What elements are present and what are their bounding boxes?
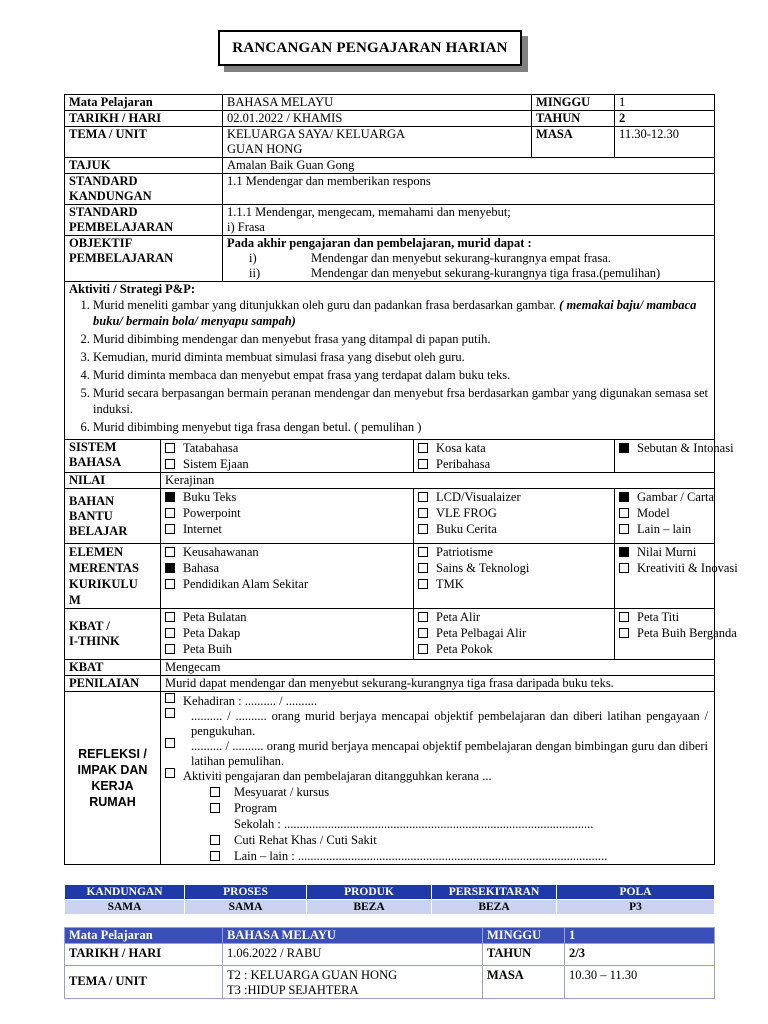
kbat-col-1 — [161, 609, 414, 660]
checkbox-label: Kosa kata — [436, 441, 486, 455]
checkbox-item[interactable] — [418, 560, 610, 576]
pola-header-cell: KANDUNGAN — [65, 885, 185, 900]
row-elemen-merentas — [65, 544, 715, 609]
label-mata-pelajaran: Mata Pelajaran — [65, 95, 223, 111]
label-tajuk: TAJUK — [65, 158, 223, 174]
aktiviti-label: Aktiviti / Strategi P&P: — [69, 282, 196, 296]
checkbox-item[interactable] — [418, 625, 610, 641]
sistem-col-1 — [161, 440, 414, 473]
checkbox-item[interactable] — [165, 560, 409, 576]
value-penilaian: Murid dapat mendengar dan menyebut sekurang-kurangnya tiga frasa daripada buku teks. — [161, 676, 715, 692]
checked-checkbox-icon — [619, 443, 629, 453]
kbat-col-2 — [414, 609, 615, 660]
checkbox-label: Peta Pokok — [436, 642, 493, 656]
checkbox-label: Peta Bulatan — [183, 610, 247, 624]
pola-value-cell: BEZA — [432, 900, 557, 915]
row-tarikh — [65, 111, 715, 127]
checkbox-item[interactable] — [165, 440, 409, 456]
refleksi-sub-continuation: Sekolah : ................................................................................................... — [234, 817, 594, 831]
label-bahan-bantu — [65, 489, 161, 544]
value-tahun: 2 — [615, 111, 715, 127]
refleksi-sub-item[interactable] — [165, 800, 708, 816]
value2-minggu: 1 — [565, 928, 715, 944]
tema2-line-2: T3 :HIDUP SEJAHTERA — [227, 983, 359, 997]
checkbox-icon — [210, 851, 220, 861]
refleksi-label-line-3: KERJA — [91, 779, 134, 793]
sistem-label-line-2: BAHASA — [69, 455, 122, 469]
checkbox-label: Peta Alir — [436, 610, 481, 624]
checkbox-label: Buku Teks — [183, 490, 237, 504]
label2-mata-pelajaran: Mata Pelajaran — [65, 928, 223, 944]
pola-value-cell: SAMA — [185, 900, 307, 915]
checkbox-icon — [418, 508, 428, 518]
checkbox-item[interactable] — [165, 505, 409, 521]
kbat-label-line-1: KBAT / — [69, 619, 110, 633]
bbb-label-line-1: BAHAN — [69, 493, 115, 508]
checkbox-item[interactable] — [418, 576, 610, 592]
emk-col-2 — [414, 544, 615, 609]
checkbox-label: Sebutan & Intonasi — [637, 441, 734, 455]
checkbox-item[interactable] — [165, 521, 409, 537]
row-standard-kandungan — [65, 174, 715, 205]
value2-mata-pelajaran: BAHASA MELAYU — [223, 928, 483, 944]
row-mata-pelajaran — [65, 95, 715, 111]
label2-tahun: TAHUN — [483, 944, 565, 966]
checkbox-label: Patriotisme — [436, 545, 493, 559]
row2-mata-pelajaran — [65, 928, 715, 944]
refleksi-text: .......... / .......... orang murid berjaya mencapai objektif pembelajaran dan diberi latihan pengayaan / pengukuhan. — [191, 709, 709, 738]
checkbox-label: TMK — [436, 577, 464, 591]
refleksi-item[interactable] — [165, 709, 708, 739]
checkbox-item[interactable] — [619, 489, 715, 505]
checkbox-icon — [418, 563, 428, 573]
checkbox-label: Lain – lain — [637, 522, 692, 536]
label2-masa: MASA — [483, 966, 565, 999]
checkbox-icon — [210, 835, 220, 845]
refleksi-sub-text: Cuti Rehat Khas / Cuti Sakit — [234, 833, 377, 847]
checkbox-label: Tatabahasa — [183, 441, 239, 455]
label-standard-pembelajaran — [65, 205, 223, 236]
checkbox-label: Gambar / Carta — [637, 490, 715, 504]
checkbox-item[interactable] — [418, 489, 610, 505]
aktiviti-item: 5. Murid secara berpasangan bermain peranan mendengar dan menyebut frsa berdasarkan gambar yang digunakan semasa set induksi. — [93, 385, 710, 417]
value-nilai: Kerajinan — [161, 473, 715, 489]
checkbox-label: Internet — [183, 522, 222, 536]
checkbox-label: LCD/Visualaizer — [436, 490, 521, 504]
emk-col-3 — [615, 544, 738, 609]
objektif-intro: Pada akhir pengajaran dan pembelajaran, murid dapat : — [227, 236, 532, 250]
emk-label-line-2: MERENTAS — [69, 561, 139, 575]
row2-tema — [65, 966, 715, 999]
checkbox-icon — [210, 787, 220, 797]
checkbox-icon — [165, 459, 175, 469]
row-penilaian — [65, 676, 715, 692]
objektif-item-number: ii) — [249, 266, 261, 280]
label-nilai: NILAI — [65, 473, 161, 489]
objektif-item-text: Mendengar dan menyebut sekurang-kurangnya tiga frasa.(pemulihan) — [311, 266, 661, 280]
emk-label-line-4: M — [69, 593, 81, 607]
checkbox-item[interactable] — [619, 544, 710, 560]
checkbox-icon — [619, 612, 629, 622]
sp-line-1: 1.1.1 Mendengar, mengecam, memahami dan menyebut; — [227, 205, 511, 219]
row-bahan-bantu — [65, 489, 715, 544]
row-tema — [65, 127, 715, 158]
checkbox-item[interactable] — [619, 625, 737, 641]
refleksi-item[interactable] — [165, 694, 708, 709]
refleksi-sub-text: Mesyuarat / kursus — [234, 785, 330, 799]
page-title: RANCANGAN PENGAJARAN HARIAN — [218, 30, 522, 66]
checkbox-item[interactable] — [418, 521, 610, 537]
checkbox-icon — [619, 524, 629, 534]
value-tarikh: 02.01.2022 / KHAMIS — [223, 111, 532, 127]
checkbox-icon — [165, 579, 175, 589]
checkbox-label: Buku Cerita — [436, 522, 497, 536]
aktiviti-item: 6. Murid dibimbing menyebut tiga frasa dengan betul. ( pemulihan ) — [93, 419, 710, 435]
value-kbat: Mengecam — [161, 660, 715, 676]
value-minggu: 1 — [615, 95, 715, 111]
checkbox-item[interactable] — [418, 440, 610, 456]
checkbox-icon — [165, 508, 175, 518]
checked-checkbox-icon — [619, 547, 629, 557]
checkbox-item[interactable] — [619, 505, 710, 521]
label2-tema: TEMA / UNIT — [65, 966, 223, 999]
sk-label-line-1: STANDARD — [69, 174, 138, 188]
checkbox-item[interactable] — [418, 609, 610, 625]
value-tema — [223, 127, 532, 158]
pola-header-cell: PROSES — [185, 885, 307, 900]
checkbox-label: Bahasa — [183, 561, 220, 575]
row-standard-pembelajaran — [65, 205, 715, 236]
refleksi-text: Kehadiran : .......... / .......... — [183, 694, 318, 708]
label-kbat: KBAT — [65, 660, 161, 676]
checkbox-item[interactable] — [165, 576, 409, 592]
bbb-col-2 — [414, 489, 615, 544]
label-tarikh: TARIKH / HARI — [65, 111, 223, 127]
emk-col-1 — [161, 544, 414, 609]
checked-checkbox-icon — [619, 492, 629, 502]
label-tema: TEMA / UNIT — [65, 127, 223, 158]
objektif-item — [227, 251, 710, 266]
checkbox-item[interactable] — [165, 544, 409, 560]
sistem-col-3 — [615, 440, 734, 473]
refleksi-sub-text: Program — [234, 801, 278, 815]
checkbox-label: Pendidikan Alam Sekitar — [183, 577, 308, 591]
checkbox-label: Peta Titi — [637, 610, 680, 624]
kbat-label-line-2: I-THINK — [69, 634, 120, 648]
label-objektif — [65, 236, 223, 282]
label-standard-kandungan — [65, 174, 223, 205]
row-aktiviti — [65, 282, 715, 440]
refleksi-item[interactable] — [165, 739, 708, 769]
label2-tarikh: TARIKH / HARI — [65, 944, 223, 966]
refleksi-sub-text: Lain – lain : ................................................................................................... — [234, 849, 608, 863]
checkbox-label: VLE FROG — [436, 506, 497, 520]
pola-value-cell: P3 — [557, 900, 715, 915]
value-refleksi — [161, 692, 715, 865]
checkbox-item[interactable] — [619, 560, 738, 576]
value-masa: 11.30-12.30 — [615, 127, 715, 158]
obj-label-line-2: PEMBELAJARAN — [69, 251, 174, 265]
objektif-item-number: i) — [249, 251, 257, 265]
value2-masa: 10.30 – 11.30 — [565, 966, 715, 999]
checkbox-label: Peribahasa — [436, 457, 491, 471]
checkbox-item[interactable] — [619, 440, 734, 456]
checkbox-item[interactable] — [165, 625, 409, 641]
row-refleksi — [65, 692, 715, 865]
refleksi-text: Aktiviti pengajaran dan pembelajaran ditangguhkan kerana ... — [183, 769, 492, 783]
checkbox-item[interactable] — [418, 456, 610, 472]
checkbox-icon — [619, 563, 629, 573]
lesson-plan-table — [64, 94, 738, 865]
checkbox-icon — [418, 459, 428, 469]
kbat-col-3 — [615, 609, 737, 660]
checkbox-item[interactable] — [165, 489, 409, 505]
checkbox-item[interactable] — [418, 505, 610, 521]
label-sistem-bahasa — [65, 440, 161, 473]
refleksi-label-line-2: IMPAK DAN — [77, 763, 148, 777]
label-elemen-merentas — [65, 544, 161, 609]
checkbox-icon — [418, 579, 428, 589]
row2-tarikh — [65, 944, 715, 966]
checkbox-label: Peta Buih — [183, 642, 232, 656]
checkbox-label: Nilai Murni — [637, 545, 697, 559]
checkbox-item[interactable] — [165, 456, 409, 472]
value-objektif — [223, 236, 715, 282]
row-sistem-bahasa — [65, 440, 715, 473]
pola-value-cell: SAMA — [65, 900, 185, 915]
checkbox-icon — [165, 628, 175, 638]
bbb-col-3 — [615, 489, 715, 544]
checkbox-label: Peta Pelbagai Alir — [436, 626, 527, 640]
checkbox-icon — [165, 708, 175, 718]
label-kbat-ithink — [65, 609, 161, 660]
label-refleksi — [65, 692, 161, 865]
checkbox-item[interactable] — [418, 544, 610, 560]
value-tajuk: Amalan Baik Guan Gong — [223, 158, 715, 174]
label-tahun: TAHUN — [532, 111, 615, 127]
aktiviti-item: 4. Murid diminta membaca dan menyebut empat frasa yang terdapat dalam buku teks. — [93, 367, 710, 383]
obj-label-line-1: OBJEKTIF — [69, 236, 133, 250]
refleksi-text: .......... / .......... orang murid berjaya mencapai objektif pembelajaran dengan bimbingan guru dan diberi latihan pemulihan. — [191, 739, 709, 768]
checkbox-icon — [619, 628, 629, 638]
refleksi-label-line-4: RUMAH — [89, 795, 136, 809]
emk-label-line-1: ELEMEN — [69, 545, 124, 559]
checkbox-label: Powerpoint — [183, 506, 241, 520]
value-standard-kandungan: 1.1 Mendengar dan memberikan respons — [223, 174, 715, 205]
objektif-item-text: Mendengar dan menyebut sekurang-kurangnya empat frasa. — [311, 251, 611, 265]
checkbox-icon — [165, 738, 175, 748]
pola-value-row — [65, 900, 715, 915]
checkbox-icon — [165, 768, 175, 778]
row-nilai — [65, 473, 715, 489]
pola-value-cell: BEZA — [307, 900, 432, 915]
value-mata-pelajaran: BAHASA MELAYU — [223, 95, 532, 111]
checkbox-item[interactable] — [418, 641, 610, 657]
aktiviti-item-emphasis: ( memakai baju/ mambaca buku/ bermain bola/ menyapu sampah) — [93, 298, 697, 328]
sp-line-2: i) Frasa — [227, 220, 265, 234]
sistem-label-line-1: SISTEM — [69, 440, 117, 454]
value2-tahun: 2/3 — [565, 944, 715, 966]
checkbox-icon — [418, 524, 428, 534]
objektif-item — [227, 266, 710, 281]
value2-tema — [223, 966, 483, 999]
checkbox-icon — [418, 644, 428, 654]
checkbox-icon — [418, 547, 428, 557]
label-masa: MASA — [532, 127, 615, 158]
row-tajuk — [65, 158, 715, 174]
bbb-label-line-2: BANTU — [69, 508, 113, 523]
refleksi-sub-item[interactable] — [165, 832, 708, 848]
aktiviti-item-text: Murid meneliti gambar yang ditunjukkan oleh guru dan padankan frasa berdasarkan gambar. — [93, 298, 557, 312]
checkbox-label: Sistem Ejaan — [183, 457, 249, 471]
checkbox-icon — [165, 524, 175, 534]
refleksi-label-line-1: REFLEKSI / — [78, 747, 147, 761]
checkbox-item[interactable] — [165, 609, 409, 625]
pola-header-row — [65, 885, 715, 900]
checkbox-label: Kreativiti & Inovasi — [637, 561, 738, 575]
bbb-col-1 — [161, 489, 414, 544]
checkbox-icon — [165, 547, 175, 557]
checkbox-icon — [418, 492, 428, 502]
checkbox-item[interactable] — [619, 521, 710, 537]
title-block — [218, 30, 522, 66]
tema-line-2: GUAN HONG — [227, 142, 303, 156]
aktiviti-list — [69, 297, 710, 435]
row-objektif — [65, 236, 715, 282]
sp-label-line-2: PEMBELAJARAN — [69, 220, 174, 234]
checkbox-icon — [418, 628, 428, 638]
checkbox-icon — [165, 612, 175, 622]
checkbox-icon — [619, 508, 629, 518]
checkbox-icon — [418, 443, 428, 453]
aktiviti-item: 3. Kemudian, murid diminta membuat simulasi frasa yang disebut oleh guru. — [93, 349, 710, 365]
label-penilaian: PENILAIAN — [65, 676, 161, 692]
value2-tarikh: 1.06.2022 / RABU — [223, 944, 483, 966]
checkbox-label: Keusahawanan — [183, 545, 259, 559]
checkbox-icon — [165, 443, 175, 453]
refleksi-sub-item[interactable] — [165, 848, 708, 864]
checkbox-icon — [210, 803, 220, 813]
aktiviti-item: 2. Murid dibimbing mendengar dan menyebut frasa yang ditampal di papan putih. — [93, 331, 710, 347]
row-kbat-ithink — [65, 609, 715, 660]
aktiviti-cell — [65, 282, 715, 440]
tema-line-1: KELUARGA SAYA/ KELUARGA — [227, 127, 406, 141]
row-kbat — [65, 660, 715, 676]
lesson-plan-table-2 — [64, 927, 715, 999]
pola-header-cell: PERSEKITARAN — [432, 885, 557, 900]
sistem-col-2 — [414, 440, 615, 473]
checkbox-label: Model — [637, 506, 670, 520]
aktiviti-item — [93, 297, 710, 329]
label-minggu: MINGGU — [532, 95, 615, 111]
checkbox-label: Peta Dakap — [183, 626, 241, 640]
checkbox-label: Sains & Teknologi — [436, 561, 530, 575]
checked-checkbox-icon — [165, 563, 175, 573]
pola-header-cell: POLA — [557, 885, 715, 900]
sk-label-line-2: KANDUNGAN — [69, 189, 152, 203]
checkbox-icon — [165, 644, 175, 654]
value-standard-pembelajaran — [223, 205, 715, 236]
label2-minggu: MINGGU — [483, 928, 565, 944]
checkbox-item[interactable] — [619, 609, 710, 625]
pola-table — [64, 884, 715, 915]
pola-header-cell: PRODUK — [307, 885, 432, 900]
checkbox-icon — [165, 693, 175, 703]
checkbox-item[interactable] — [165, 641, 409, 657]
bbb-label-line-3: BELAJAR — [69, 523, 128, 538]
checkbox-label: Peta Buih Berganda — [637, 626, 737, 640]
emk-label-line-3: KURIKULU — [69, 577, 138, 591]
checked-checkbox-icon — [165, 492, 175, 502]
sp-label-line-1: STANDARD — [69, 205, 138, 219]
refleksi-sub-item[interactable] — [165, 784, 708, 800]
checkbox-icon — [418, 612, 428, 622]
tema2-line-1: T2 : KELUARGA GUAN HONG — [227, 968, 398, 982]
refleksi-item[interactable] — [165, 769, 708, 784]
